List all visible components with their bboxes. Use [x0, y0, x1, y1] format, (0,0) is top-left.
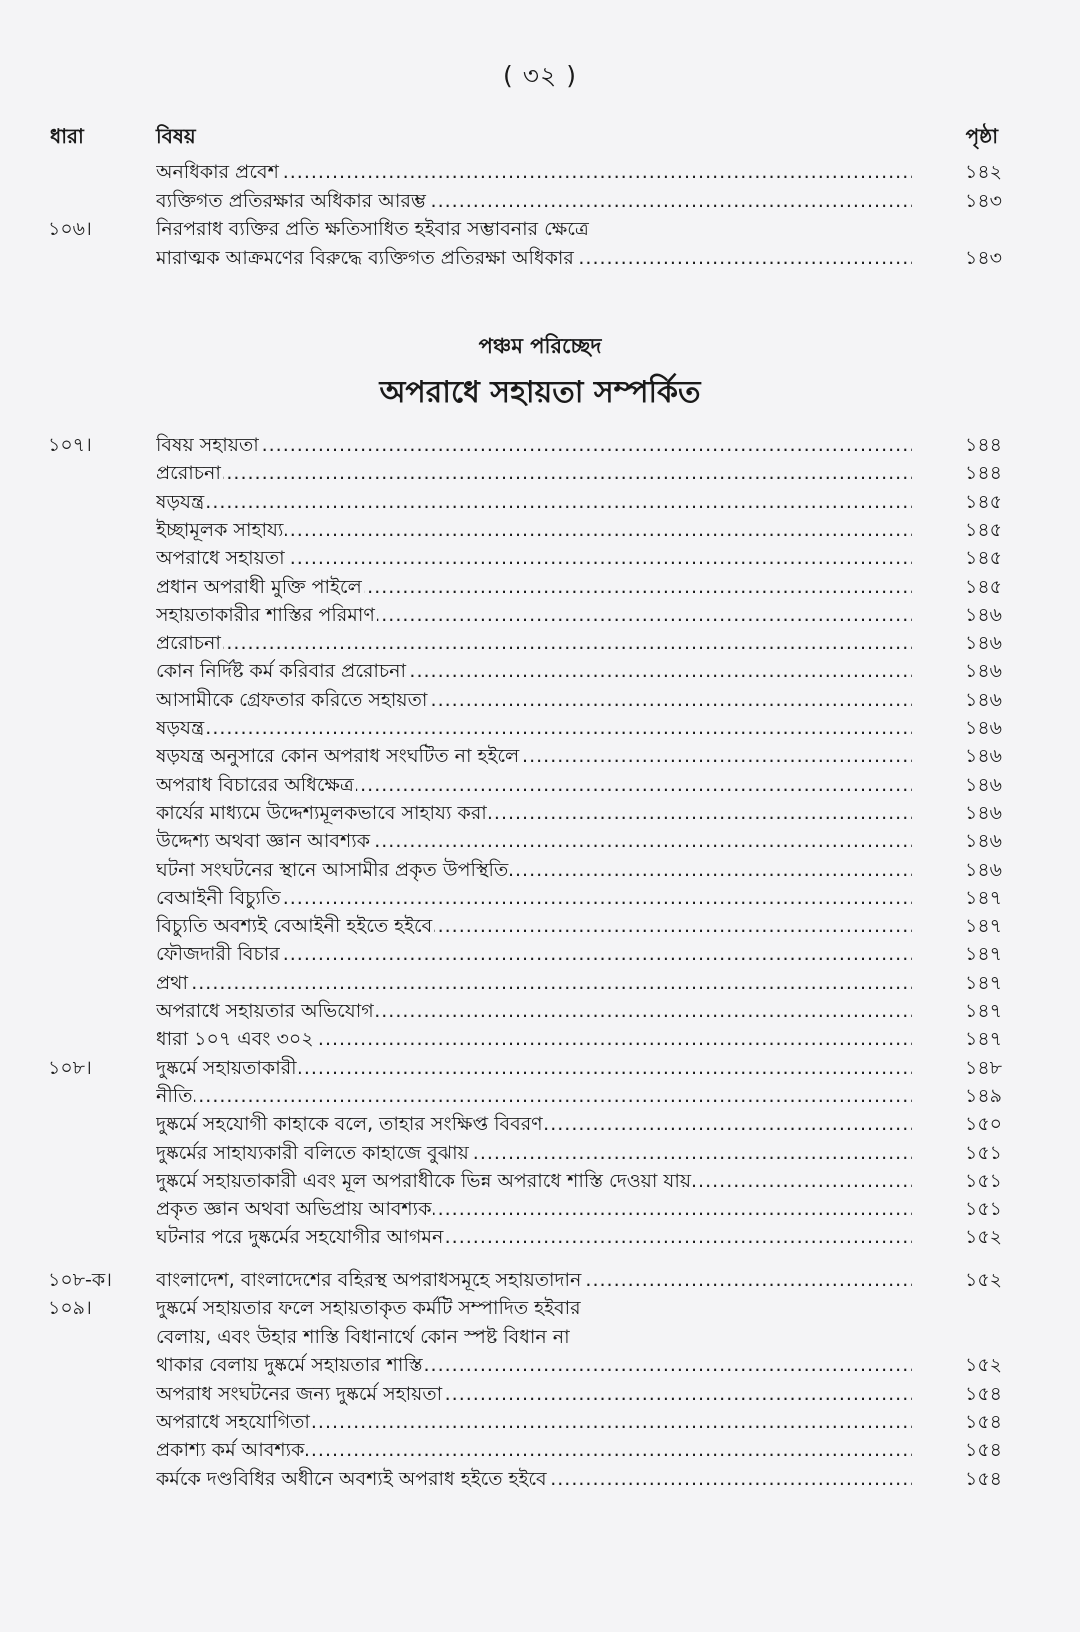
toc-entry [0, 244, 1080, 272]
toc-entry [0, 799, 1080, 827]
toc-entry [0, 1110, 1080, 1138]
entry-title: ষড়যন্ত্র ..... [156, 488, 912, 516]
entry-title: দুষ্কর্মে সহায়তার ফলে সহায়তাকৃত কর্মটি সম্পাদিত হইবার [156, 1297, 581, 1320]
toc-entry [0, 1294, 1080, 1322]
entry-title: বেলায়, এবং উহার শাস্তি বিধানার্থে কোন স্পষ্ট বিধান না [156, 1325, 570, 1348]
toc-entry [0, 1351, 1080, 1379]
entry-title: সহায়তাকারীর শাস্তির পরিমাণ ..... [156, 601, 912, 629]
entry-page-number: ১৪৫ [965, 518, 1002, 541]
entry-title: মারাত্মক আক্রমণের বিরুদ্ধে ব্যক্তিগত প্রতিরক্ষা অধিকার ..... [156, 244, 912, 272]
entry-page-number: ১৫২ [964, 1226, 1002, 1249]
toc-entry [0, 969, 1080, 997]
entry-section-number: ১০৬। [48, 218, 92, 240]
toc-entry [0, 1323, 1080, 1351]
toc-entry [0, 657, 1080, 685]
entry-title: প্ররোচনা ..... [156, 629, 912, 657]
entry-section-number: ১০৮-ক। [48, 1269, 112, 1291]
page-number: ( ৩২ ) [503, 61, 577, 90]
entry-title: ব্যক্তিগত প্রতিরক্ষার অধিকার আরম্ভ ..... [156, 187, 912, 215]
entry-page-number: ১৪৭ [964, 943, 1002, 966]
entry-page-number: ১৪৬ [964, 858, 1002, 881]
entry-page-number: ১৪৭ [964, 1028, 1002, 1051]
entry-title: কার্যের মাধ্যমে উদ্দেশ্যমূলকভাবে সাহায্য করা ..... [156, 799, 912, 827]
entry-title: অপরাধে সহযোগিতা ..... [156, 1408, 912, 1436]
entry-page-number: ১৪৭ [964, 1000, 1002, 1022]
entry-page-number: ১৪৬ [964, 773, 1002, 796]
entry-title: প্রকৃত জ্ঞান অথবা অভিপ্রায় আবশ্যক ..... [156, 1195, 912, 1223]
entry-title: বিচ্যুতি অবশ্যই বেআইনী হইতে হইবে ..... [156, 912, 912, 940]
entry-title: অপরাধ সংঘটনের জন্য দুষ্কর্মে সহায়তা ..... [156, 1380, 912, 1408]
toc-entry [0, 827, 1080, 855]
toc-entry [0, 601, 1080, 629]
entry-title: আসামীকে গ্রেফতার করিতে সহায়তা ..... [156, 686, 912, 714]
toc-entry [0, 544, 1080, 572]
entry-page-number: ১৪৭ [964, 971, 1002, 994]
toc-entry [0, 1082, 1080, 1110]
entry-page-number: ১৪৬ [964, 717, 1002, 739]
entry-title: প্রকাশ্য কর্ম আবশ্যক ..... [156, 1436, 912, 1464]
entry-page-number: ১৪৬ [964, 688, 1002, 711]
toc-entry [0, 431, 1080, 459]
toc-entry [0, 215, 1080, 243]
header-bishoy: বিষয় [156, 124, 196, 148]
toc-entry [0, 516, 1080, 544]
chapter-title: অপরাধে সহায়তা সম্পর্কিত [379, 375, 701, 410]
entry-title: দুষ্কর্মে সহায়তাকারী ..... [156, 1054, 912, 1082]
entry-page-number: ১৫২ [964, 1354, 1002, 1377]
header-page: পৃষ্ঠা [965, 124, 998, 148]
entry-title: ঘটনা সংঘটনের স্থানে আসামীর প্রকৃত উপস্থিতি ..... [156, 856, 912, 884]
entry-page-number: ১৪৩ [964, 189, 1002, 212]
entry-title: বেআইনী বিচ্যুতি ..... [156, 884, 912, 912]
toc-entry [0, 1436, 1080, 1464]
entry-title: উদ্দেশ্য অথবা জ্ঞান আবশ্যক ..... [156, 827, 912, 855]
entry-title: কোন নির্দিষ্ট কর্ম করিবার প্ররোচনা ..... [156, 657, 912, 685]
entry-page-number: ১৪৫ [965, 575, 1002, 598]
entry-page-number: ১৪২ [964, 161, 1002, 183]
entry-page-number: ১৪৬ [964, 632, 1002, 655]
entry-section-number: ১০৮। [48, 1056, 92, 1079]
entry-page-number: ১৪৬ [964, 660, 1002, 683]
entry-title: প্রথা ..... [156, 969, 912, 997]
chapter-label: পঞ্চম পরিচ্ছেদ [478, 334, 602, 358]
toc-entry [0, 1195, 1080, 1223]
entry-page-number: ১৪৭ [964, 915, 1002, 938]
toc-entry [0, 1465, 1080, 1493]
entry-title: অনধিকার প্রবেশ ..... [156, 158, 912, 186]
toc-entry [0, 1139, 1080, 1167]
entry-title: অপরাধে সহায়তার অভিযোগ ..... [156, 997, 912, 1025]
entry-page-number: ১৪৩ [964, 246, 1002, 269]
entry-page-number: ১৪৯ [965, 1084, 1002, 1107]
toc-entry [0, 158, 1080, 186]
toc-entry [0, 856, 1080, 884]
entry-title: দুষ্কর্মে সহায়তাকারী এবং মূল অপরাধীকে ভিন্ন অপরাধে শাস্তি দেওয়া যায় ..... [156, 1167, 912, 1195]
toc-entry [0, 187, 1080, 215]
entry-page-number: ১৫১ [965, 1198, 1002, 1221]
toc-entry [0, 1025, 1080, 1053]
entry-title: বাংলাদেশ, বাংলাদেশের বহিরস্থ অপরাধসমূহে সহায়তাদান ..... [156, 1266, 912, 1294]
toc-entry [0, 884, 1080, 912]
entry-page-number: ১৫১ [965, 1169, 1002, 1192]
entry-page-number: ১৪৮ [965, 1056, 1002, 1079]
entry-page-number: ১৪৫ [965, 547, 1002, 570]
entry-title: দুষ্কর্মের সাহায্যকারী বলিতে কাহাজে বুঝায় ..... [156, 1139, 912, 1167]
entry-title: দুষ্কর্মে সহযোগী কাহাকে বলে, তাহার সংক্ষিপ্ত বিবরণ ..... [156, 1110, 912, 1138]
entry-page-number: ১৪৭ [964, 886, 1002, 909]
toc-entry [0, 997, 1080, 1025]
toc-entry [0, 488, 1080, 516]
entry-title: ষড়যন্ত্র ..... [156, 714, 912, 742]
entry-page-number: ১৫৪ [965, 1382, 1002, 1405]
entry-title: থাকার বেলায় দুষ্কর্মে সহায়তার শাস্তি ..... [156, 1351, 912, 1379]
entry-page-number: ১৫৪ [965, 1439, 1002, 1462]
entry-title: নিরপরাধ ব্যক্তির প্রতি ক্ষতিসাধিত হইবার সম্ভাবনার ক্ষেত্রে [156, 218, 589, 240]
entry-page-number: ১৪৪ [965, 434, 1002, 456]
entry-page-number: ১৫৪ [965, 1467, 1002, 1490]
toc-entry [0, 1167, 1080, 1195]
entry-title: অপরাধ বিচারের অধিক্ষেত্র ..... [156, 771, 912, 799]
entry-page-number: ১৪৬ [964, 603, 1002, 626]
entry-title: ঘটনার পরে দুষ্কর্মের সহযোগীর আগমন ..... [156, 1223, 912, 1251]
entry-page-number: ১৪৪ [965, 462, 1002, 485]
toc-entry [0, 1408, 1080, 1436]
toc-entry [0, 1223, 1080, 1251]
entry-page-number: ১৫১ [965, 1141, 1002, 1164]
entry-page-number: ১৫২ [964, 1269, 1002, 1291]
toc-entry [0, 742, 1080, 770]
entry-page-number: ১৪৫ [965, 490, 1002, 513]
entry-title: প্রধান অপরাধী মুক্তি পাইলে ..... [156, 573, 912, 601]
toc-entry [0, 940, 1080, 968]
toc-entry [0, 1266, 1080, 1294]
toc-entry [0, 1054, 1080, 1082]
entry-page-number: ১৫০ [964, 1113, 1002, 1136]
toc-entry [0, 573, 1080, 601]
entry-title: বিষয় সহায়তা ..... [156, 431, 912, 459]
entry-title: নীতি ..... [156, 1082, 912, 1110]
entry-page-number: ১৪৬ [964, 745, 1002, 768]
toc-entry [0, 459, 1080, 487]
entry-title: ফৌজদারী বিচার ..... [156, 940, 912, 968]
entry-page-number: ১৪৬ [964, 830, 1002, 853]
toc-entry [0, 714, 1080, 742]
toc-entry [0, 1380, 1080, 1408]
entry-title: অপরাধে সহায়তা ..... [156, 544, 912, 572]
column-header [0, 122, 1080, 156]
entry-section-number: ১০৭। [48, 434, 92, 456]
entry-page-number: ১৫৪ [965, 1411, 1002, 1433]
toc-entry [0, 771, 1080, 799]
entry-title: প্ররোচনা ..... [156, 459, 912, 487]
entry-section-number: ১০৯। [48, 1297, 92, 1320]
entry-title: ধারা ১০৭ এবং ৩০২ ..... [156, 1025, 912, 1053]
toc-entry [0, 686, 1080, 714]
entry-title: ষড়যন্ত্র অনুসারে কোন অপরাধ সংঘটিত না হইলে ..... [156, 742, 912, 770]
entry-title: কর্মকে দণ্ডবিধির অধীনে অবশ্যই অপরাধ হইতে হইবে ..... [156, 1465, 912, 1493]
entry-title: ইচ্ছামূলক সাহায্য ..... [156, 516, 912, 544]
toc-entry [0, 912, 1080, 940]
toc-entry [0, 629, 1080, 657]
header-dhara: ধারা [50, 124, 84, 148]
entry-page-number: ১৪৬ [964, 801, 1002, 824]
